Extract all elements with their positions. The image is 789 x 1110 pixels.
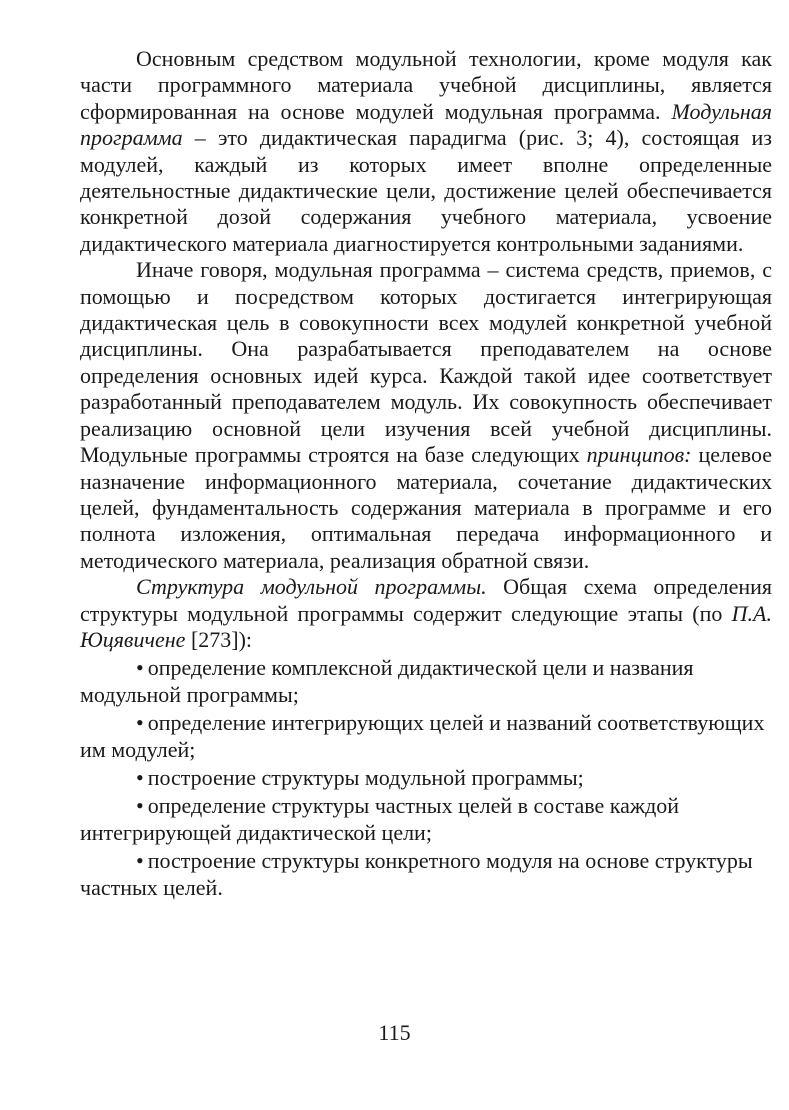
- paragraph-text: целевое назначение информационного материала, сочетание дидактических целей, фундаментальность содержания материала в программе и его полнота изложения, оптимальная передача информационного и методического материала, реализация обратной связи.: [80, 442, 772, 573]
- list-item: [80, 655, 772, 708]
- paragraph-text: Основным средством модульной технологии, кроме модуля как части программного материала учебной дисциплины, является сформированная на основе модулей модульная программа.: [80, 46, 772, 124]
- paragraph-text: [273]):: [185, 626, 253, 652]
- paragraph-modular-program-definition: [80, 46, 772, 257]
- bullet-icon: •: [136, 710, 144, 736]
- list-item-text: определение интегрирующих целей и названий соответствующих им модулей;: [80, 710, 765, 762]
- list-item: [80, 848, 772, 901]
- bullet-icon: •: [136, 848, 144, 874]
- list-item: [80, 793, 772, 846]
- italic-term: Модульная программа: [80, 98, 772, 151]
- list-item-text: определение комплексной дидактической цели и названия модульной программы;: [80, 655, 694, 707]
- italic-author: П.А. Юцявичене: [80, 600, 772, 652]
- italic-term: принципов:: [586, 442, 692, 468]
- bullet-icon: •: [136, 793, 144, 819]
- list-item-text: построение структуры модульной программы;: [147, 764, 584, 790]
- italic-heading: Структура модульной программы.: [136, 574, 487, 600]
- paragraph-modular-program-principles: [80, 257, 772, 574]
- bullet-icon: •: [136, 764, 144, 790]
- list-item: [80, 710, 772, 763]
- list-item: [80, 765, 772, 791]
- list-item-text: определение структуры частных целей в составе каждой интегрирующей дидактической цели;: [80, 793, 680, 845]
- page-number: 115: [378, 1020, 411, 1045]
- paragraph-text: Общая схема определения структуры модульной программы содержит следующие этапы (по: [80, 574, 772, 626]
- paragraph-program-structure: [80, 574, 772, 653]
- bullet-icon: •: [136, 655, 144, 681]
- page-body: [80, 46, 772, 901]
- paragraph-text: Иначе говоря, модульная программа – система средств, приемов, с помощью и посредством которых достигается интегрирующая дидактическая цель в совокупности всех модулей конкретной учебной дисциплины. Она разрабатывается преподавателем на основе определения основных идей курса. Каждой такой идее соответствует разработанный преподавателем модуль. Их совокупность обеспечивает реализацию основной цели изучения всей учебной дисциплины. Модульные программы строятся на базе следующих: [80, 257, 772, 468]
- list-item-text: построение структуры конкретного модуля на основе структуры частных целей.: [80, 848, 753, 900]
- paragraph-text: – это дидактическая парадигма (рис. 3; 4), состоящая из модулей, каждый из которых имеет вполне определенные деятельностные дидактические цели, достижение целей обеспечивается конкретной дозой содержания учебного материала, усвоение дидактического материала диагностируется контрольными заданиями.: [80, 125, 772, 256]
